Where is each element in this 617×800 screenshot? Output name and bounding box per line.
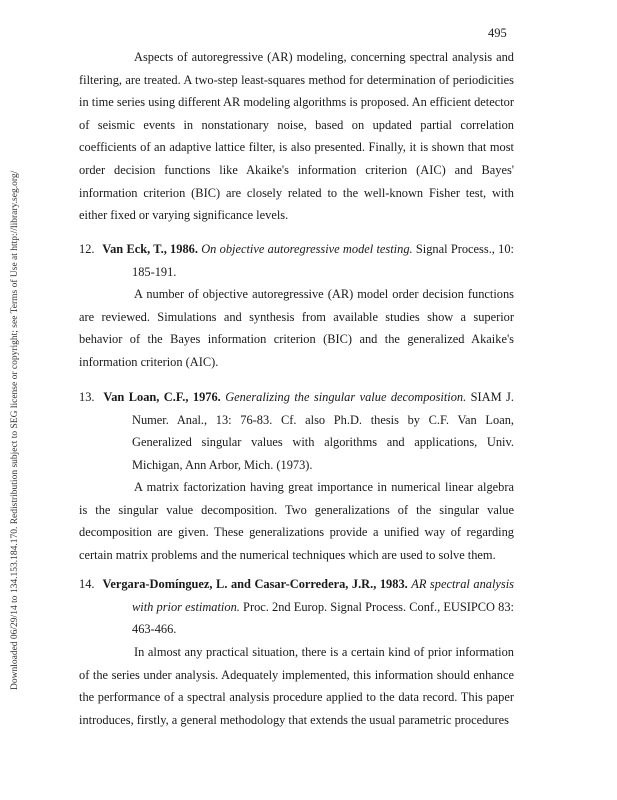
entry-title: AR spectral analysis with prior estimation. <box>132 577 514 614</box>
entry-author: Van Eck, T., 1986. <box>102 242 198 256</box>
entry-author: Van Loan, C.F., 1976. <box>103 390 221 404</box>
download-watermark: Downloaded 06/29/14 to 134.153.184.170. Redistribution subject to SEG license or copyright; see Terms of Use at http://library.seg.org/ <box>10 170 20 690</box>
entry-abstract-14: In almost any practical situation, there is a certain kind of prior information of the series under analysis. Adequately implemented, this information should enhance the performance of a spectral analysis procedure applied to the data record. This paper introduces, firstly, a general methodology that extends the usual parametric procedures <box>79 645 514 727</box>
entry-abstract-13: A matrix factorization having great importance in numerical linear algebra is the singular value decomposition. Two generalizations of the singular value decomposition are given. These generalizations provide a unified way of regarding certain matrix problems and the numerical techniques which are used to solve them. <box>79 480 514 562</box>
entry-author: Vergara-Domínguez, L. and Casar-Corredera, J.R., 1983. <box>102 577 408 591</box>
entry-number: 13. <box>79 390 95 404</box>
reference-entry-13 <box>79 386 514 476</box>
entry-abstract-12: A number of objective autoregressive (AR) model order decision functions are reviewed. Simulations and synthesis from available studies show a superior behavior of the Bayes information criterion (BIC) and the generalized Akaike's information criterion (AIC). <box>79 287 514 369</box>
entry-number: 12. <box>79 242 95 256</box>
reference-entry-12 <box>79 238 514 283</box>
entry-title: On objective autoregressive model testing. <box>201 242 413 256</box>
entry-number: 14. <box>79 577 95 591</box>
page-number: 495 <box>488 26 507 40</box>
reference-entry-14 <box>79 573 514 641</box>
entry-source: Signal Process., 10: 185-191. <box>132 242 514 279</box>
entry-source: Proc. 2nd Europ. Signal Process. Conf., EUSIPCO 83: 463-466. <box>132 599 514 637</box>
entry-title: Generalizing the singular value decomposition. <box>225 390 467 404</box>
entry-source: SIAM J. Numer. Anal., 13: 76-83. Cf. also Ph.D. thesis by C.F. Van Loan, Generalized singular values with algorithms and applications, Univ. Michigan, Ann Arbor, Mich. (1973). <box>132 390 514 472</box>
intro-abstract: Aspects of autoregressive (AR) modeling, concerning spectral analysis and filtering, are treated. A two-step least-squares method for determination of periodicities in time series using different AR modeling algorithms is proposed. An efficient detector of seismic events in nonstationary noise, based on updated partial correlation coefficients of an adaptive lattice filter, is also presented. Finally, it is shown that most order decision functions like Akaike's information criterion (AIC) and Bayes' information criterion (BIC) are closely related to the well-known Fisher test, with either fixed or varying significance levels. <box>79 50 514 223</box>
